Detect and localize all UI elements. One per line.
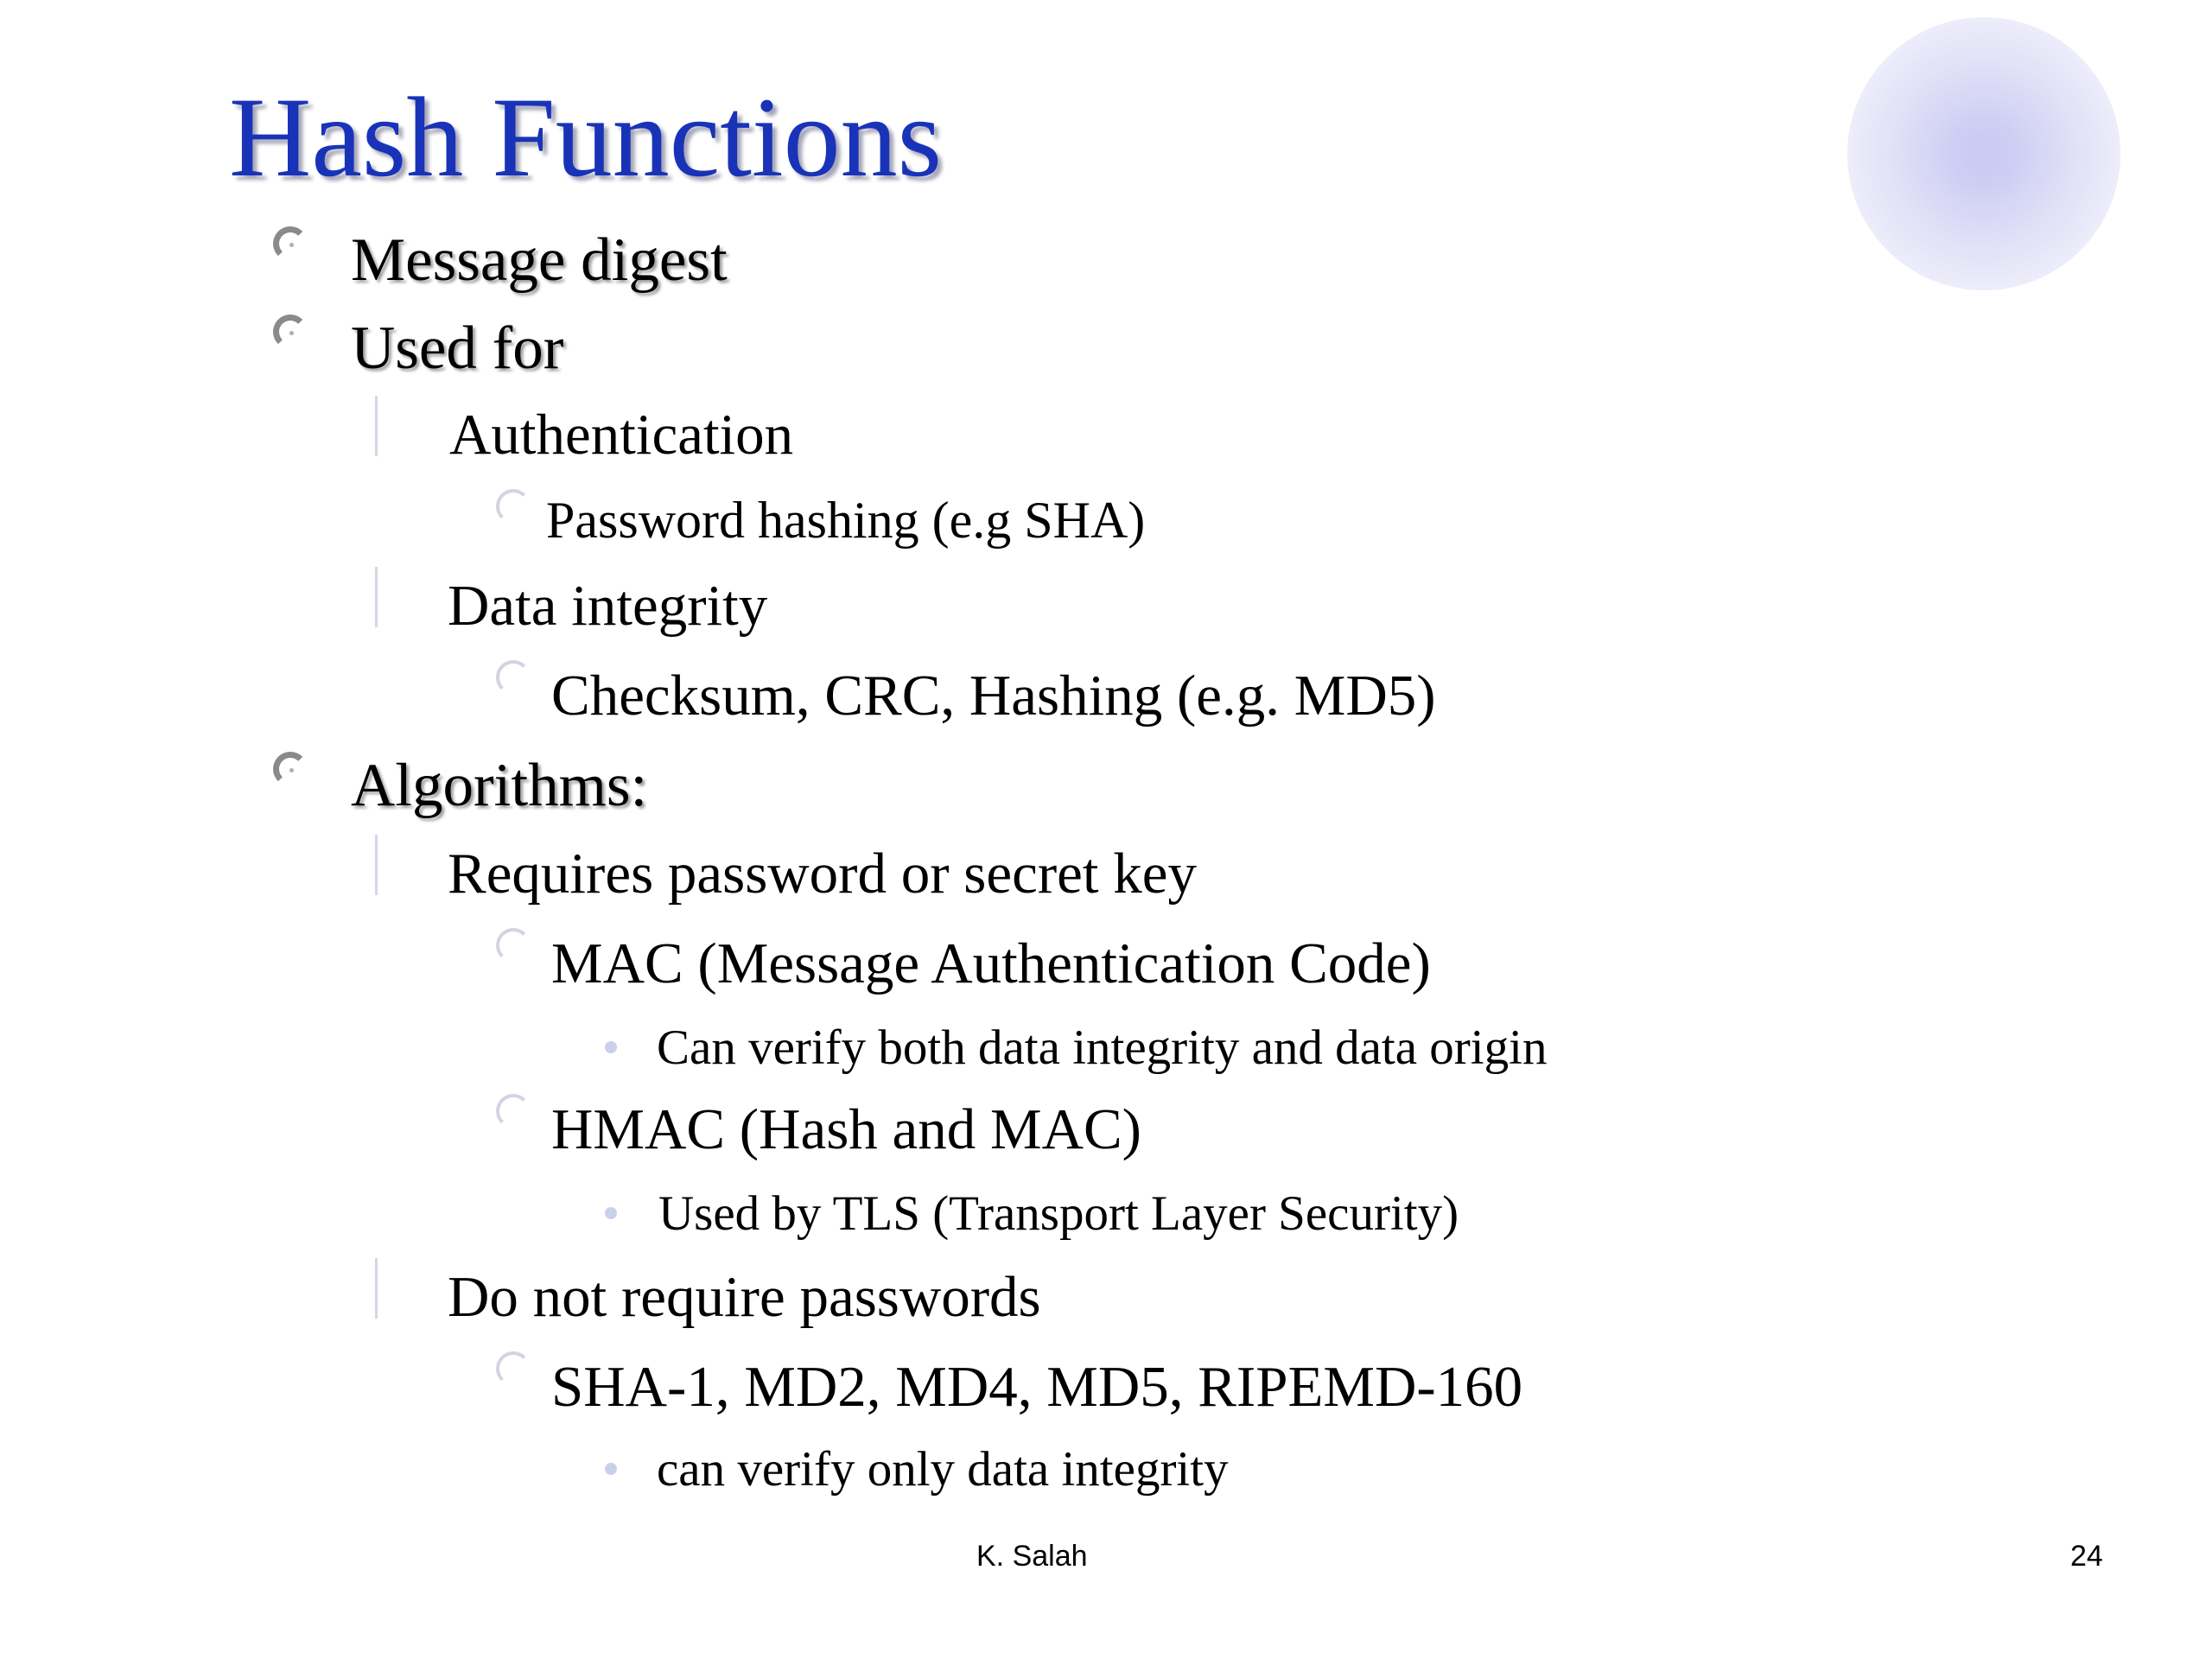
bullet-item <box>605 1179 1459 1248</box>
bullet-item <box>273 221 728 299</box>
bullet-text: Checksum, CRC, Hashing (e.g. MD5) <box>551 663 1436 728</box>
bullet-item <box>605 1434 1229 1503</box>
bullet-text: Used for <box>351 314 564 382</box>
bullet-text: Password hashing (e.g SHA) <box>546 491 1146 549</box>
dot-bullet-icon <box>605 1463 617 1475</box>
bar-bullet-icon <box>375 396 378 456</box>
bullet-text: Algorithms: <box>351 751 648 819</box>
circle-bullet-icon <box>273 226 308 261</box>
bullet-item <box>375 396 793 474</box>
circle-bullet-icon <box>496 660 531 695</box>
circle-bullet-icon <box>273 752 308 786</box>
bullet-item <box>375 567 767 645</box>
bar-bullet-icon <box>375 1258 378 1319</box>
bullet-text: Can verify both data integrity and data origin <box>657 1020 1548 1075</box>
bar-bullet-icon <box>375 567 378 627</box>
bullet-text: SHA-1, MD2, MD4, MD5, RIPEMD-160 <box>551 1354 1523 1419</box>
bullet-item <box>496 1090 1141 1168</box>
dot-bullet-icon <box>605 1041 617 1053</box>
bullet-item <box>496 657 1436 734</box>
bullet-item <box>273 309 563 387</box>
bullet-item <box>375 1258 1041 1336</box>
bullet-text: can verify only data integrity <box>657 1441 1229 1497</box>
bullet-item <box>273 747 647 824</box>
footer-author: K. Salah <box>976 1540 1088 1573</box>
bullet-item <box>375 835 1197 912</box>
bullet-text: MAC (Message Authentication Code) <box>551 931 1431 995</box>
bullet-item <box>496 1348 1522 1426</box>
bullet-text: Used by TLS (Transport Layer Security) <box>658 1185 1459 1241</box>
bullet-item <box>605 1013 1547 1082</box>
bullet-text: HMAC (Hash and MAC) <box>551 1096 1141 1161</box>
bullet-text: Message digest <box>351 226 728 294</box>
circle-bullet-icon <box>273 315 308 349</box>
circle-bullet-icon <box>496 489 531 524</box>
slide-title: Hash Functions <box>229 73 942 200</box>
bullet-item <box>496 925 1431 1002</box>
bullet-text: Data integrity <box>448 573 768 638</box>
circle-bullet-icon <box>496 928 531 963</box>
bullet-item <box>496 484 1145 556</box>
page-number: 24 <box>2070 1540 2103 1573</box>
bullet-text: Do not require passwords <box>448 1264 1041 1329</box>
circle-bullet-icon <box>496 1351 531 1386</box>
bar-bullet-icon <box>375 835 378 895</box>
circle-bullet-icon <box>496 1094 531 1128</box>
bullet-text: Requires password or secret key <box>448 841 1198 906</box>
dot-bullet-icon <box>605 1207 617 1219</box>
bullet-text: Authentication <box>449 402 794 467</box>
decorative-circle <box>1847 17 2120 290</box>
